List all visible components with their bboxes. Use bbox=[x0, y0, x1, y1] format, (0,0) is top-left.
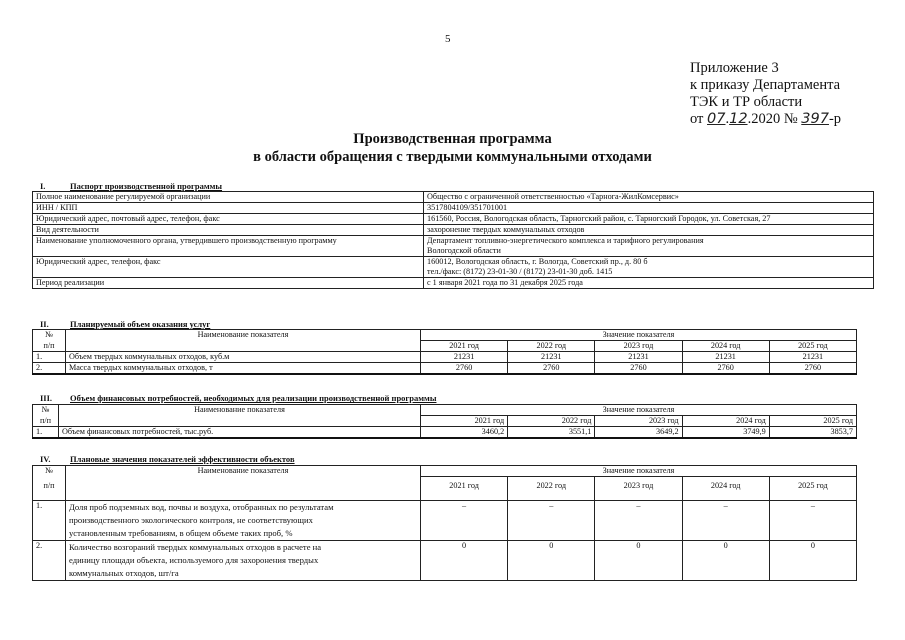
table-row bbox=[33, 192, 874, 203]
row-name bbox=[66, 501, 421, 541]
passport-value-line: 160012, Вологодская область, г. Вологда, Советский пр., д. 80 б bbox=[427, 257, 648, 266]
appendix-line-2: к приказу Департамента bbox=[690, 77, 841, 93]
row-value: 2760 bbox=[508, 363, 595, 375]
passport-value-line: тел./факс: (8172) 23-01-30 / (8172) 23-01-30 доб. 1415 bbox=[427, 267, 613, 276]
year-header: 2021 год bbox=[421, 341, 508, 352]
year-header: 2024 год bbox=[682, 416, 769, 427]
passport-label: Юридический адрес, телефон, факс bbox=[33, 257, 424, 278]
row-number: 2. bbox=[33, 541, 66, 581]
date-year: .2020 № bbox=[747, 111, 798, 127]
section-2-number: II. bbox=[40, 319, 49, 329]
table-row bbox=[33, 278, 874, 289]
col-no: № bbox=[33, 330, 66, 341]
table-header-row bbox=[33, 466, 857, 477]
col-value: Значение показателя bbox=[421, 466, 857, 477]
row-value: – bbox=[508, 501, 595, 541]
row-name-line: Доля проб подземных вод, почвы и воздуха, отобранных по результатам bbox=[69, 502, 334, 512]
passport-label: Период реализации bbox=[33, 278, 424, 289]
passport-value bbox=[424, 257, 874, 278]
table-header-row bbox=[33, 405, 857, 416]
row-value: 3649,2 bbox=[595, 427, 682, 439]
row-value: 0 bbox=[769, 541, 856, 581]
row-value: 3551,1 bbox=[508, 427, 595, 439]
title-line-2: в области обращения с твердыми коммунальными отходами bbox=[253, 149, 652, 165]
row-value: 21231 bbox=[421, 352, 508, 363]
row-value: – bbox=[769, 501, 856, 541]
row-name-line: производственного экологического контроля, не соответствующих bbox=[69, 515, 313, 525]
year-header: 2025 год bbox=[769, 416, 856, 427]
section-4-title: Плановые значения показателей эффективности объектов bbox=[70, 454, 295, 464]
table-row bbox=[33, 214, 874, 225]
section-3-number: III. bbox=[40, 393, 53, 403]
table-row bbox=[33, 257, 874, 278]
row-name: Объем твердых коммунальных отходов, куб.м bbox=[66, 352, 421, 363]
year-header: 2024 год bbox=[682, 341, 769, 352]
section-2-heading bbox=[40, 319, 210, 329]
row-value: 0 bbox=[508, 541, 595, 581]
year-header: 2023 год bbox=[595, 341, 682, 352]
row-name: Масса твердых коммунальных отходов, т bbox=[66, 363, 421, 375]
date-prefix: от bbox=[690, 111, 704, 127]
year-header: 2022 год bbox=[508, 416, 595, 427]
row-name: Объем финансовых потребностей, тыс.руб. bbox=[59, 427, 421, 439]
table-row bbox=[33, 236, 874, 257]
row-name-line: единицу площади объекта, используемого для захоронения твердых bbox=[69, 555, 319, 565]
row-value: 3749,9 bbox=[682, 427, 769, 439]
year-header: 2021 год bbox=[421, 416, 508, 427]
row-value: 3853,7 bbox=[769, 427, 856, 439]
table-row bbox=[33, 427, 857, 439]
row-value: 21231 bbox=[769, 352, 856, 363]
efficiency-table bbox=[32, 465, 857, 581]
row-value: – bbox=[421, 501, 508, 541]
section-4-heading bbox=[40, 454, 295, 464]
row-value: 21231 bbox=[508, 352, 595, 363]
year-header: 2022 год bbox=[508, 477, 595, 501]
year-header: 2025 год bbox=[769, 341, 856, 352]
table-row bbox=[33, 225, 874, 236]
date-day: 07 bbox=[707, 111, 726, 127]
passport-label: Наименование уполномоченного органа, утвердившего производственную программу bbox=[33, 236, 424, 257]
document-title bbox=[0, 130, 905, 166]
passport-label: ИНН / КПП bbox=[33, 203, 424, 214]
section-1-title: Паспорт производственной программы bbox=[70, 181, 223, 191]
passport-label: Полное наименование регулируемой организации bbox=[33, 192, 424, 203]
section-1-heading bbox=[40, 181, 222, 191]
row-value: 2760 bbox=[769, 363, 856, 375]
row-name-line: Количество возгораний твердых коммунальных отходов в расчете на bbox=[69, 542, 322, 552]
col-no-2: п/п bbox=[33, 341, 66, 352]
col-value: Значение показателя bbox=[421, 405, 857, 416]
row-name-line: установленным требованиям, в общем объеме таких проб, % bbox=[69, 528, 293, 538]
col-no: № bbox=[33, 405, 59, 416]
year-header: 2023 год bbox=[595, 477, 682, 501]
section-3-title: Объем финансовых потребностей, необходимых для реализации производственной программы bbox=[70, 393, 437, 403]
table-row bbox=[33, 363, 857, 375]
row-value: – bbox=[595, 501, 682, 541]
passport-value-line: Департамент топливно-энергетического комплекса и тарифного регулирования bbox=[427, 236, 704, 245]
row-name-line: коммунальных отходов, шт/га bbox=[69, 568, 179, 578]
year-header: 2022 год bbox=[508, 341, 595, 352]
row-value: 3460,2 bbox=[421, 427, 508, 439]
row-value: 0 bbox=[421, 541, 508, 581]
table-row bbox=[33, 352, 857, 363]
col-no: № bbox=[33, 466, 66, 477]
year-header: 2021 год bbox=[421, 477, 508, 501]
row-value: – bbox=[682, 501, 769, 541]
appendix-date-line bbox=[690, 111, 841, 128]
order-number: 397 bbox=[801, 111, 829, 127]
table-row bbox=[33, 203, 874, 214]
year-header: 2024 год bbox=[682, 477, 769, 501]
row-value: 2760 bbox=[682, 363, 769, 375]
passport-value-line: Вологодской области bbox=[427, 246, 501, 255]
row-number: 2. bbox=[33, 363, 66, 375]
passport-table bbox=[32, 191, 874, 289]
col-name: Наименование показателя bbox=[59, 405, 421, 427]
row-value: 21231 bbox=[595, 352, 682, 363]
services-table bbox=[32, 329, 857, 375]
row-number: 1. bbox=[33, 427, 59, 439]
year-header: 2025 год bbox=[769, 477, 856, 501]
order-suffix: -р bbox=[828, 111, 842, 127]
appendix-line-1: Приложение 3 bbox=[690, 60, 779, 76]
row-value: 0 bbox=[595, 541, 682, 581]
title-line-1: Производственная программа bbox=[353, 131, 552, 147]
col-name: Наименование показателя bbox=[66, 466, 421, 501]
passport-value: 161560, Россия, Вологодская область, Тарногский район, с. Тарногский Городок, ул. Советская, 27 bbox=[424, 214, 874, 225]
col-value: Значение показателя bbox=[421, 330, 857, 341]
row-number: 1. bbox=[33, 501, 66, 541]
passport-value: захоронение твердых коммунальных отходов bbox=[424, 225, 874, 236]
row-number: 1. bbox=[33, 352, 66, 363]
col-no-2: п/п bbox=[33, 477, 66, 501]
col-no-2: п/п bbox=[33, 416, 59, 427]
section-1-number: I. bbox=[40, 181, 46, 191]
passport-value: 3517804109/351701001 bbox=[424, 203, 874, 214]
row-value: 21231 bbox=[682, 352, 769, 363]
row-value: 2760 bbox=[595, 363, 682, 375]
date-month: 12 bbox=[729, 111, 748, 127]
table-header-row bbox=[33, 330, 857, 341]
section-3-heading bbox=[40, 393, 436, 403]
passport-label: Вид деятельности bbox=[33, 225, 424, 236]
table-row bbox=[33, 501, 857, 541]
table-row bbox=[33, 541, 857, 581]
section-2-title: Планируемый объем оказания услуг bbox=[70, 319, 211, 329]
row-value: 0 bbox=[682, 541, 769, 581]
col-name: Наименование показателя bbox=[66, 330, 421, 352]
finance-table bbox=[32, 404, 857, 439]
appendix-block bbox=[690, 60, 841, 128]
passport-value: Общество с ограниченной ответственностью «Тарнога-ЖилКомсервис» bbox=[424, 192, 874, 203]
date-separator: . bbox=[725, 111, 730, 127]
passport-value bbox=[424, 236, 874, 257]
section-4-number: IV. bbox=[40, 454, 51, 464]
year-header: 2023 год bbox=[595, 416, 682, 427]
appendix-line-3: ТЭК и ТР области bbox=[690, 94, 803, 110]
row-name bbox=[66, 541, 421, 581]
page-number: 5 bbox=[445, 33, 451, 45]
row-value: 2760 bbox=[421, 363, 508, 375]
passport-value: с 1 января 2021 года по 31 декабря 2025 года bbox=[424, 278, 874, 289]
passport-label: Юридический адрес, почтовый адрес, телефон, факс bbox=[33, 214, 424, 225]
